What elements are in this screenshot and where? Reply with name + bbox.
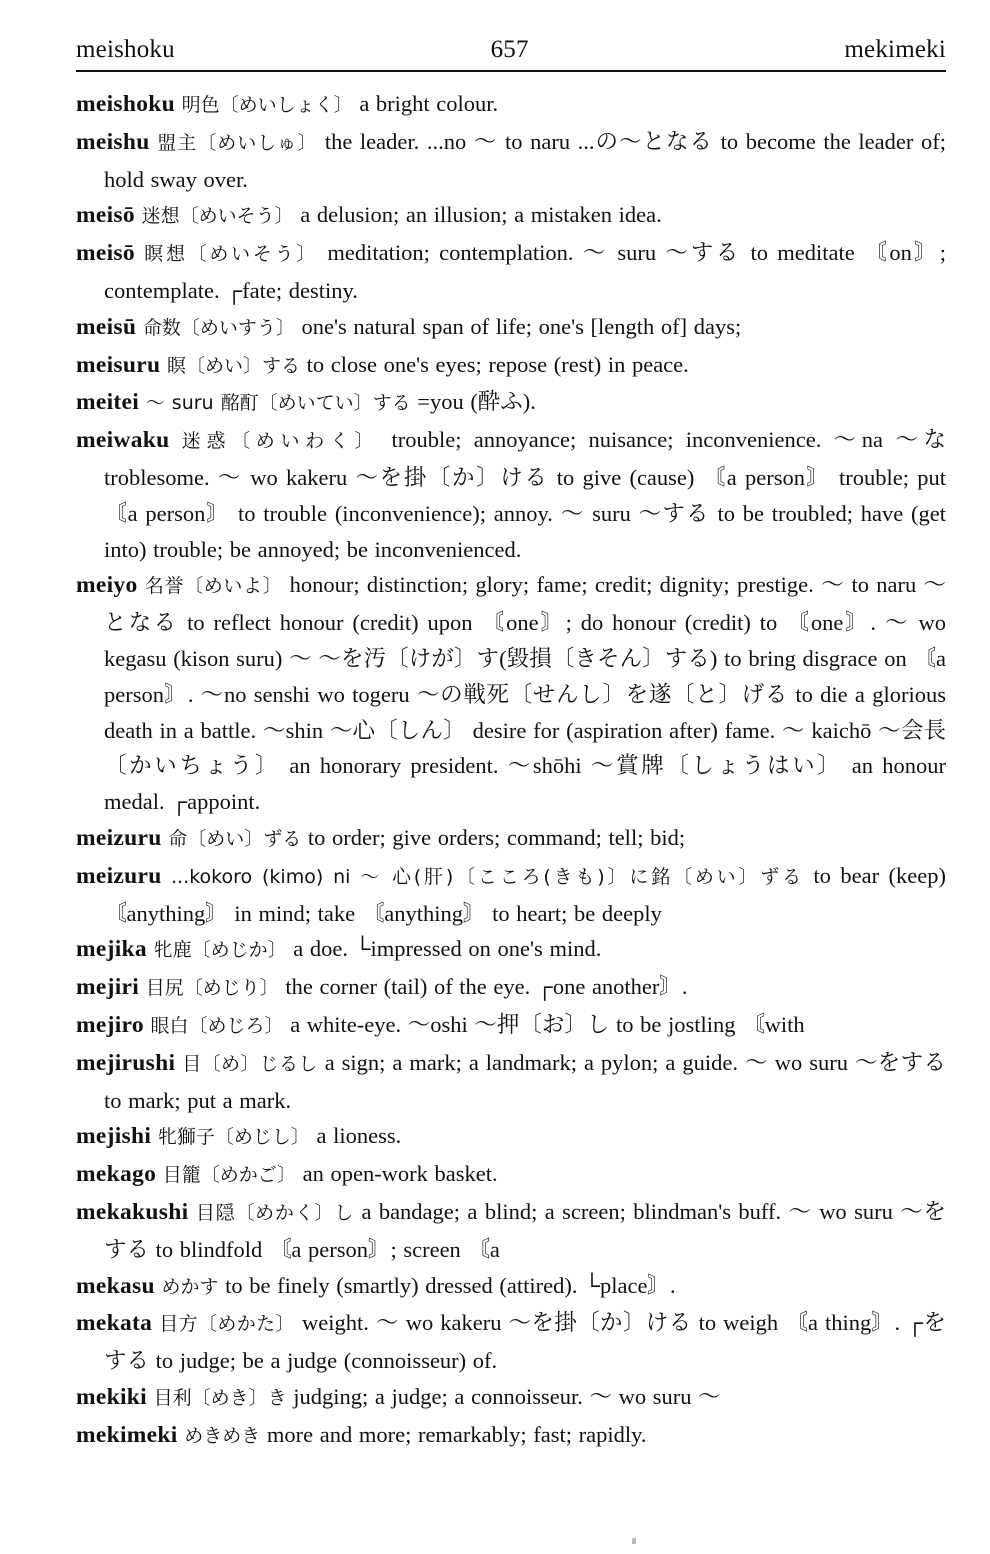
entry-definition: a lioness.	[316, 1123, 402, 1149]
entry-headword: meizuru	[76, 824, 162, 851]
dictionary-entry	[76, 235, 946, 309]
entry-japanese: めかす	[161, 1275, 219, 1298]
entry-headword: meisuru	[76, 351, 161, 378]
entry-definition: =you (酔ふ).	[417, 389, 536, 415]
entry-definition: a bright colour.	[359, 91, 499, 116]
dictionary-entry	[76, 931, 946, 969]
entry-japanese: 目籠〔めかご〕	[162, 1164, 296, 1187]
entry-headword: mekimeki	[76, 1421, 178, 1448]
dictionary-entry	[76, 309, 946, 347]
dictionary-entry	[76, 124, 946, 198]
entry-definition: to be finely (smartly) dressed (attired). └place〙.	[225, 1272, 676, 1298]
entry-japanese: 名誉〔めいよ〕	[144, 575, 283, 598]
dictionary-entry	[76, 1417, 946, 1455]
entry-definition: more and more; remarkably; fast; rapidly.	[266, 1421, 647, 1447]
entry-definition: an open-work basket.	[302, 1161, 498, 1187]
entry-headword: mejiri	[76, 974, 140, 1001]
dictionary-entry	[76, 197, 946, 235]
entry-headword: mejika	[76, 936, 147, 963]
entry-headword: meisō	[76, 240, 135, 267]
dictionary-entry	[76, 567, 946, 820]
entry-japanese: 盟主〔めいしゅ〕	[157, 131, 318, 154]
entry-headword: meisō	[76, 202, 135, 229]
entry-definition: to close one's eyes; repose (rest) in peace.	[306, 351, 689, 377]
entry-japanese: 瞑〔めい〕する	[166, 354, 300, 377]
dictionary-entry	[76, 1268, 946, 1306]
entry-japanese: 牝鹿〔めじか〕	[153, 939, 287, 962]
entry-japanese: 目尻〔めじり〕	[145, 977, 279, 1000]
entry-japanese: 迷惑〔めいわく〕	[181, 430, 380, 453]
dictionary-entry	[76, 969, 946, 1007]
header-right-guideword: mekimeki	[844, 36, 946, 63]
entry-definition: honour; distinction; glory; fame; credit; dignity; prestige. ～ to naru ～となる to reflect honour (credit) upon 〘one〙; do honour (credit) to 〘one〙. ～ wo kegasu (kison suru) ～ ～を汚〔けが〕す(毀損〔きそん〕する) to bring disgrace on 〘a person〙. ～no senshi wo togeru ～の戦死〔せんし〕を遂〔と〕げる to die a glorious death in a battle. ～shin ～心〔しん〕 desire for (aspiration after) fame. ～ kaichō ～会長〔かいちょう〕 an honorary president. ～shōhi ～賞牌〔しょうはい〕 an honour medal. ┌appoint.	[104, 572, 947, 815]
entry-japanese: 目利〔めき〕き	[153, 1386, 287, 1409]
entry-headword: meisū	[76, 313, 137, 340]
dictionary-entry	[76, 1194, 946, 1268]
entry-definition: a doe. └impressed on one's mind.	[293, 936, 602, 962]
entry-japanese: 目〔め〕じるし	[182, 1052, 318, 1075]
entry-definition: a delusion; an illusion; a mistaken idea.	[300, 202, 662, 228]
entry-definition: the corner (tail) of the eye. ┌one another〙.	[285, 974, 688, 1000]
entry-definition: to order; give orders; command; tell; bid;	[307, 824, 686, 850]
entry-definition: trouble; annoyance; nuisance; inconvenience. ～na ～な troblesome. ～ wo kakeru ～を掛〔か〕ける to give (cause) 〘a person〙 trouble; put 〘a person〙 to trouble (inconvenience); annoy. ～ suru ～する to be troubled; have (get into) trouble; be annoyed; be inconvenienced.	[104, 427, 946, 562]
entry-japanese: ...kokoro (kimo) ni ～ 心(肝)〔こころ(きも)〕に銘〔めい〕ずる	[171, 865, 804, 888]
entry-definition: judging; a judge; a connoisseur. ～ wo suru ～	[293, 1383, 721, 1409]
entry-japanese: 瞑想〔めいそう〕	[144, 243, 318, 266]
entry-headword: mekago	[76, 1161, 157, 1188]
page-number: 657	[490, 36, 529, 63]
entry-headword: mekasu	[76, 1272, 155, 1299]
dictionary-entry	[76, 858, 946, 932]
entry-headword: mekata	[76, 1310, 153, 1337]
dictionary-entry	[76, 820, 946, 858]
entry-japanese: 明色〔めいしょく〕	[181, 94, 353, 116]
entry-headword: meishu	[76, 128, 150, 155]
entry-definition: a bandage; a blind; a screen; blindman's buff. ～ wo suru ～をする to blindfold 〘a person〙; screen 〘a	[104, 1198, 947, 1262]
dictionary-entry	[76, 1045, 946, 1119]
entry-headword: mekiki	[76, 1383, 148, 1410]
entry-headword: meitei	[76, 389, 140, 416]
dictionary-entry	[76, 1379, 946, 1417]
dictionary-entry	[76, 1156, 946, 1194]
scan-speck	[632, 1538, 636, 1544]
entry-headword: mejirushi	[76, 1049, 176, 1076]
entry-definition: meditation; contemplation. ～ suru ～する to meditate 〘on〙; contemplate. ┌fate; destiny.	[104, 240, 946, 303]
dictionary-entry	[76, 1007, 946, 1045]
entry-headword: meiwaku	[76, 427, 170, 454]
entry-japanese: めきめき	[184, 1424, 261, 1447]
entry-list	[76, 86, 946, 1454]
entry-japanese: 命〔めい〕ずる	[168, 827, 302, 850]
page-header	[76, 36, 946, 72]
dictionary-entry	[76, 86, 946, 124]
entry-definition: a sign; a mark; a landmark; a pylon; a guide. ～ wo suru ～をする to mark; put a mark.	[104, 1049, 947, 1113]
entry-definition: the leader. ...no ～ to naru ...の～となる to become the leader of; hold sway over.	[104, 128, 946, 192]
entry-definition: a white-eye. ～oshi ～押〔お〕し to be jostling 〘with	[290, 1011, 805, 1037]
dictionary-page	[76, 36, 946, 1454]
entry-definition: weight. ～ wo kakeru ～を掛〔か〕ける to weigh 〘a thing〙. ┌をする to judge; be a judge (connoisseur) of.	[104, 1310, 946, 1374]
entry-japanese: 牝獅子〔めじし〕	[157, 1126, 310, 1149]
entry-headword: meizuru	[76, 862, 162, 889]
dictionary-entry	[76, 384, 946, 422]
entry-headword: meiyo	[76, 572, 138, 599]
entry-headword: mejishi	[76, 1123, 152, 1150]
dictionary-entry	[76, 347, 946, 385]
entry-headword: meishoku	[76, 91, 176, 117]
dictionary-entry	[76, 422, 946, 567]
entry-headword: mekakushi	[76, 1198, 189, 1225]
entry-headword: mejiro	[76, 1011, 144, 1038]
dictionary-entry	[76, 1118, 946, 1156]
entry-definition: one's natural span of life; one's [length of] days;	[301, 313, 742, 339]
header-left-guideword: meishoku	[76, 36, 175, 63]
entry-definition: to bear (keep) 〘anything〙 in mind; take 〘anything〙 to heart; be deeply	[104, 862, 946, 926]
entry-japanese: 迷想〔めいそう〕	[141, 205, 294, 228]
entry-japanese: 目隠〔めかく〕し	[195, 1201, 355, 1224]
entry-japanese: 目方〔めかた〕	[159, 1313, 295, 1336]
dictionary-entry	[76, 1305, 946, 1379]
entry-japanese: 眼白〔めじろ〕	[150, 1014, 284, 1037]
entry-japanese: 命数〔めいすう〕	[142, 316, 295, 339]
entry-japanese: ～ suru 酩酊〔めいてい〕する	[145, 392, 411, 415]
